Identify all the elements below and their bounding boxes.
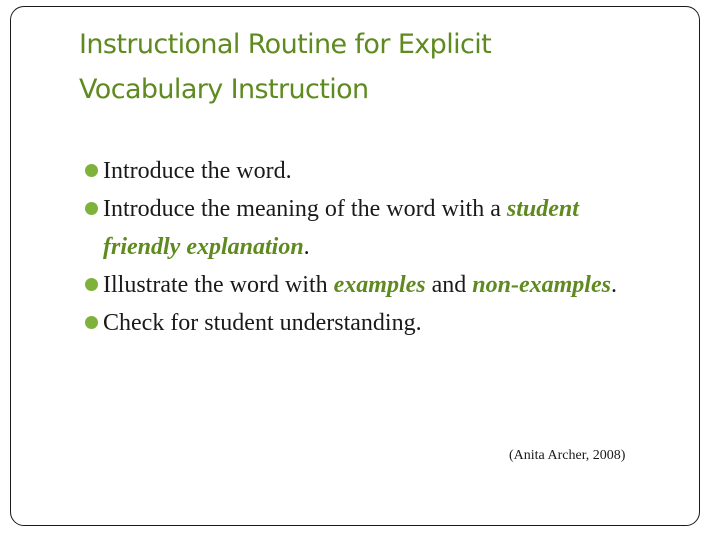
emphasis-text: student friendly explanation (103, 196, 579, 260)
bullet-item-introduce-meaning (82, 190, 642, 266)
emphasis-text-examples: examples (333, 272, 426, 298)
bullet-dot-icon (85, 316, 98, 329)
bullet-dot-icon (85, 164, 98, 177)
bullet-list (82, 152, 642, 342)
bullet-text: Check for student understanding. (103, 310, 422, 336)
bullet-text: Illustrate the word with (103, 272, 334, 298)
title-line-2: Vocabulary Instruction (79, 74, 369, 105)
bullet-text-end: . (610, 272, 617, 298)
bullet-dot-icon (85, 278, 98, 291)
bullet-dot-icon (85, 202, 98, 215)
bullet-item-check-understanding (82, 304, 642, 342)
bullet-text: Introduce the word. (103, 158, 292, 184)
bullet-item-introduce-word (82, 152, 642, 190)
emphasis-text-non-examples: non-examples (472, 272, 611, 298)
bullet-item-illustrate-word (82, 266, 642, 304)
citation: (Anita Archer, 2008) (509, 448, 626, 463)
slide-title (79, 22, 639, 112)
bullet-text-end: . (303, 234, 310, 260)
title-line-1: Instructional Routine for Explicit (79, 29, 492, 60)
bullet-text-mid: and (425, 272, 473, 298)
bullet-text: Introduce the meaning of the word with a (103, 196, 507, 222)
